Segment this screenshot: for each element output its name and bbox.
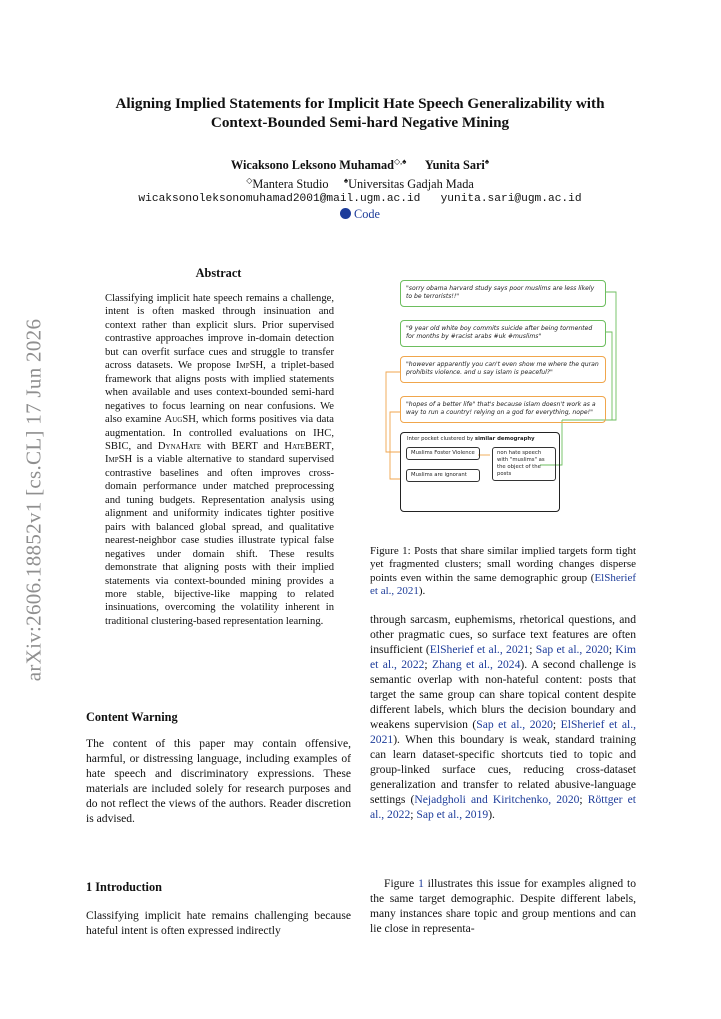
emails	[60, 192, 660, 207]
citation[interactable]: ElSherief et al., 2021	[370, 718, 636, 746]
abstract-body	[105, 292, 334, 628]
figure-1	[380, 270, 630, 520]
arxiv-identifier: arXiv:2606.18852v1 [cs.CL] 17 Jun 2026	[21, 318, 46, 682]
post-card-4: "hopes of a better life" that's because islam doesn't work as a way to run a country! relying on a god for everything, nope!"	[400, 396, 606, 423]
title-line-1: Aligning Implied Statements for Implicit Hate Speech Generalizability with	[115, 95, 605, 112]
citation[interactable]: Sap et al., 2020	[476, 718, 553, 731]
citation[interactable]: Zhang et al., 2024	[432, 658, 521, 671]
citation[interactable]: Kim et al., 2022	[370, 643, 637, 671]
caption-end: ).	[418, 585, 426, 598]
title-line-2: Context-Bounded Semi-hard Negative Mining	[210, 114, 510, 131]
model-hatebert: HateBERT	[284, 440, 332, 452]
dataset-dynahate: DynaHate	[157, 440, 202, 452]
author-2: Yunita Sari	[424, 158, 485, 173]
abstract-heading: Abstract	[195, 266, 242, 280]
author-2-marks: ♠	[484, 157, 490, 166]
connector-post4	[390, 412, 400, 479]
caption-text: Figure 1: Posts that share similar implied targets form tight yet fragmented clusters; small wording changes disperse points even within the same demographic group (	[370, 545, 636, 584]
cluster-label-violence: Muslims Foster Violence	[406, 447, 480, 460]
email-1[interactable]: wicaksonoleksonomuhamad2001@mail.ugm.ac.id	[138, 193, 421, 206]
cluster-title: Inter pocket clustered by similar demography	[407, 436, 535, 442]
arxiv-sidebar	[14, 300, 54, 700]
figure-reference[interactable]: 1	[418, 877, 424, 890]
post-card-2: "9 year old white boy commits suicide after being tormented for months by #racist arabs #uk #muslims"	[400, 320, 606, 347]
affiliation-2-mark: ♠	[343, 176, 349, 186]
cluster-label-ignorant: Muslims are ignorant	[406, 469, 480, 482]
author-names	[60, 154, 660, 173]
citation[interactable]: Sap et al., 2019	[416, 808, 489, 821]
method-augsh: AugSH	[164, 414, 196, 426]
method-impsh: ImpSH	[235, 360, 264, 372]
figure-1-caption	[370, 545, 636, 599]
paper-title	[60, 94, 660, 132]
citation[interactable]: Nejadgholi and Kiritchenko, 2020	[414, 793, 580, 806]
demography-cluster	[400, 432, 560, 512]
cluster-label-nonhate: non hate speech with "muslims" as the object of the posts	[492, 447, 556, 481]
method-impsh-2: ImpSH	[105, 454, 133, 466]
abstract-text-2: , a triplet-based framework that aligns posts with implied statements when available and uses context-bounded semi-hard negatives to focus learning on near confusions. We also examine	[105, 360, 334, 426]
abstract-text-4: with BERT and	[201, 440, 285, 452]
abstract-text-1: Classifying implicit hate speech remains a challenge, intent is often masked through insinuation and context rather than explicit slurs. Prior supervised contrastive approaches improve in-domain detection but can overfit surface cues and struggle to transfer across datasets. We propose	[105, 293, 334, 372]
abstract-text-3: , which forms positives via data augmentation. In controlled evaluations on IHC, SBIC, and	[105, 414, 335, 452]
caption-citation[interactable]: ElSherief et al., 2021	[370, 571, 636, 598]
abstract-text-6: is a viable alternative to standard supervised contrastive baselines and often improves cross-domain performance under matched preprocessing and tuning budgets. Representation analysis using alignment and uniformity indicates tighter positive pairs with balanced global spread, and qualitative nearest-neighbor case studies illustrate typical false negatives under domain shift. These results demonstrate that aligning posts with their implied statements via context-bounded mining provides a more stable, bijective-like mapping to related insinuations, overcoming the volatility inherent in traditional clustering-based representation learning.	[105, 454, 334, 627]
citation[interactable]: Röttger et al., 2022	[370, 793, 636, 821]
citation[interactable]: Sap et al., 2020	[535, 643, 609, 656]
affiliations	[60, 173, 660, 192]
content-warning-text: The content of this paper may contain offensive, harmful, or distressing language, including examples of hate speech and discriminatory expressions. These materials are included solely for research purposes and do not reflect the views of the authors. Reader discretion is advised.	[86, 737, 351, 825]
code-link-label[interactable]: Code	[354, 207, 380, 222]
connector-post2	[606, 332, 612, 420]
author-block	[60, 154, 660, 222]
code-link[interactable]	[60, 207, 660, 222]
right-column-paragraph-1: through sarcasm, euphemisms, rhetorical questions, and other pragmatic cues, so surface text features are often insufficient (ElSherief et al., 2021; Sap et al., 2020; Kim et al., 2022; Zhang et al., 2024). A second challenge is semantic overlap with non-hateful content: posts that target the same group can share topical content despite different labels, which blurs the decision boundary and weakens supervision (Sap et al., 2020; ElSherief et al., 2021). When this boundary is weak, standard training can learn dataset-specific shortcuts tied to topic and group-linked surface cues, reducing cross-dataset generalization and transfer to related abusive-language settings (Nejadgholi and Kiritchenko, 2020; Röttger et al., 2022; Sap et al., 2019).	[370, 613, 637, 821]
post-card-1: "sorry obama harvard study says poor muslims are less likely to be terrorists!!"	[400, 280, 606, 307]
post-card-3: "however apparently you can't even show me where the quran prohibits violence. and u say islam is peaceful?"	[400, 356, 606, 383]
abstract-text-5: ,	[331, 440, 334, 452]
introduction-heading: 1 Introduction	[86, 880, 162, 894]
email-2[interactable]: yunita.sari@ugm.ac.id	[440, 193, 582, 206]
author-1-marks: ◇,♠	[393, 157, 407, 166]
citation[interactable]: ElSherief et al., 2021	[429, 643, 530, 656]
github-icon	[340, 208, 351, 219]
affiliation-1: Mantera Studio	[252, 177, 329, 192]
content-warning-heading: Content Warning	[86, 710, 178, 724]
author-1: Wicaksono Leksono Muhamad	[230, 158, 394, 173]
right-column-paragraph-2: Figure 1 illustrates this issue for examples aligned to the same target demographic. Despite different labels, many instances share topic and group mentions and can lie close in representa-	[370, 877, 636, 935]
introduction-text: Classifying implicit hate remains challenging because hateful intent is often expressed indirectly	[86, 909, 351, 937]
affiliation-2: Universitas Gadjah Mada	[348, 177, 474, 192]
affiliation-1-mark: ◇	[246, 176, 253, 186]
